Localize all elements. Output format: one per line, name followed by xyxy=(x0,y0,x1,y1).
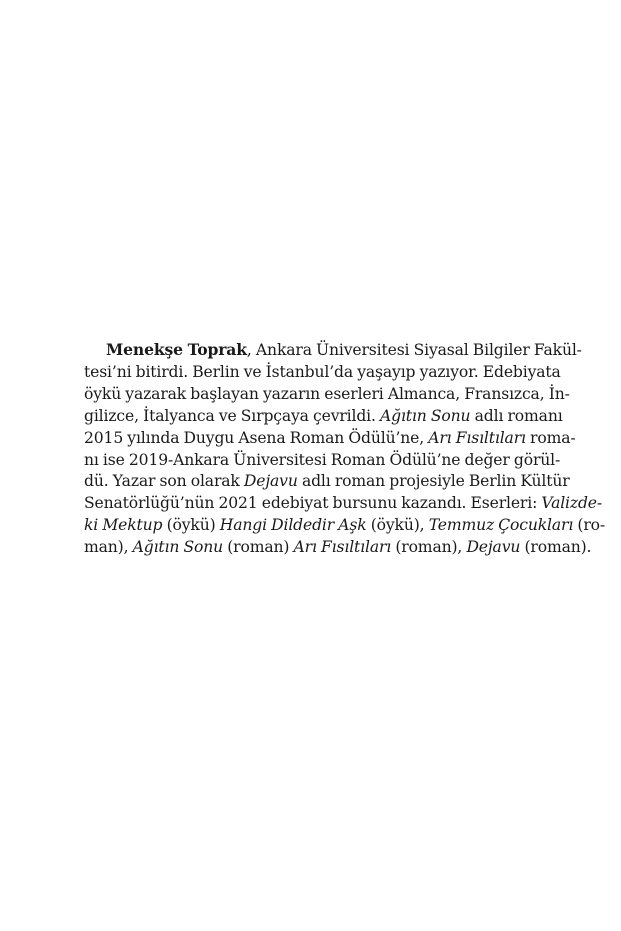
bio-line xyxy=(84,362,561,384)
bio-line xyxy=(84,428,576,450)
bio-text: roma- xyxy=(525,428,576,447)
author-name: Menekşe Toprak xyxy=(106,340,247,359)
book-title: Dejavu xyxy=(466,538,521,557)
bio-line xyxy=(84,384,570,406)
book-title: Hangi Dildedir Aşk xyxy=(219,516,367,535)
bio-text: (roman). xyxy=(520,538,592,557)
bio-text: adlı roman projesiyle Berlin Kültür xyxy=(297,472,570,491)
book-title: Ağıtın Sonu xyxy=(380,406,471,425)
author-biography xyxy=(84,339,605,559)
bio-text: man), xyxy=(84,538,133,557)
book-title: Arı Fısıltıları xyxy=(428,428,526,447)
bio-line xyxy=(84,450,561,472)
book-title: ki Mektup xyxy=(84,516,163,535)
bio-text: dü. Yazar son olarak xyxy=(84,472,244,491)
bio-text: (öykü), xyxy=(366,516,429,535)
bio-text: 2015 yılında Duygu Asena Roman Ödülü’ne, xyxy=(84,428,429,447)
bio-text: gilizce, İtalyanca ve Sırpçaya çevrildi. xyxy=(84,406,381,425)
bio-line xyxy=(84,406,563,428)
bio-text: , Ankara Üniversitesi Siyasal Bilgiler Fakül- xyxy=(246,341,582,359)
book-title: Temmuz Çocukları xyxy=(428,516,574,535)
bio-text: (roman), xyxy=(391,538,467,557)
bio-line xyxy=(84,537,592,559)
bio-text: (ro- xyxy=(573,516,605,535)
bio-line xyxy=(84,493,602,515)
book-title: Dejavu xyxy=(243,472,298,491)
bio-line xyxy=(84,339,582,362)
bio-text: öykü yazarak başlayan yazarın eserleri Almanca, Fransızca, İn- xyxy=(84,384,570,403)
book-title: Valizde- xyxy=(541,494,602,513)
book-title: Ağıtın Sonu xyxy=(132,538,224,557)
bio-text: tesi’ni bitirdi. Berlin ve İstanbul’da yaşayıp yazıyor. Edebiyata xyxy=(84,362,561,381)
bio-text: adlı romanı xyxy=(470,406,563,425)
bio-text: (öykü) xyxy=(162,516,220,535)
bio-line xyxy=(84,515,605,537)
bio-line xyxy=(84,471,570,493)
bio-text: (roman) xyxy=(223,538,294,557)
book-title: Arı Fısıltıları xyxy=(293,538,392,557)
bio-text: Senatörlüğü’nün 2021 edebiyat bursunu kazandı. Eserleri: xyxy=(84,494,542,513)
bio-text: nı ise 2019-Ankara Üniversitesi Roman Ödülü’ne değer görül- xyxy=(84,450,561,469)
